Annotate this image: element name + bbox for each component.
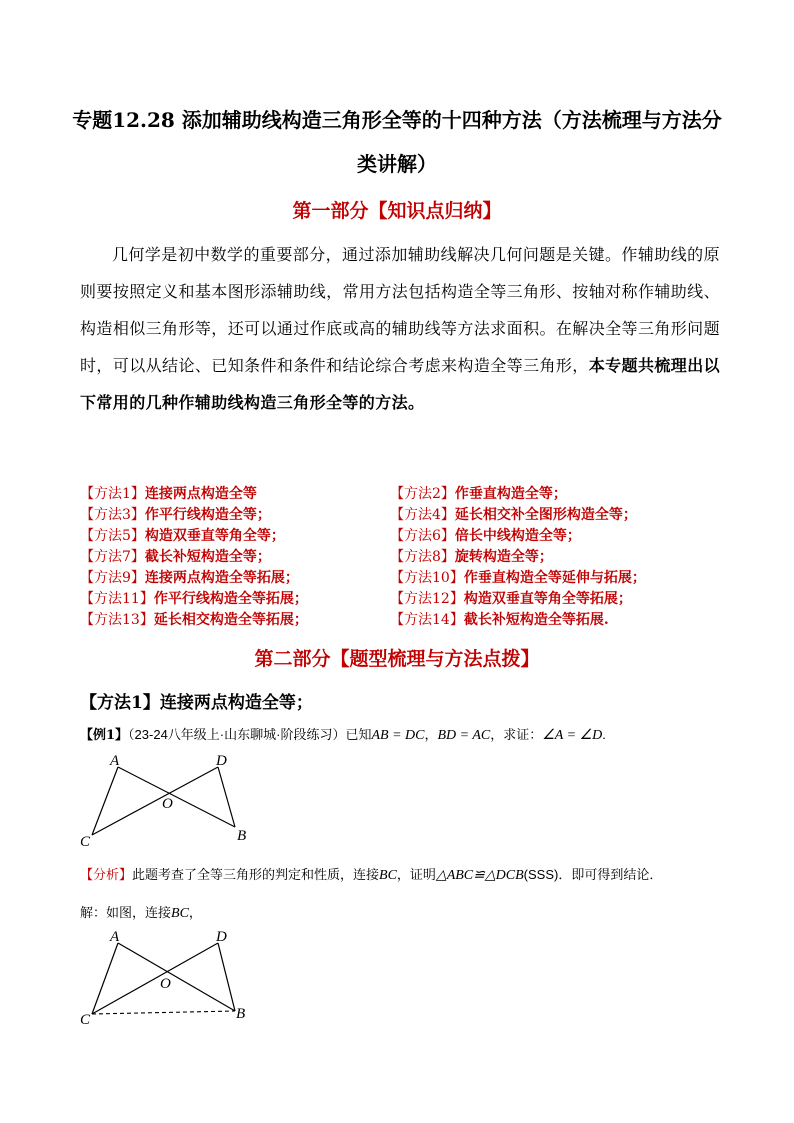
method-item [390,504,700,524]
label-a: A [110,753,120,769]
part2-heading: 第二部分【题型梳理与方法点拨】 [254,648,540,670]
method-text: 截长补短构造全等； [144,548,271,565]
label-d: D [216,753,227,769]
method-tag: 【方法9】 [80,569,145,586]
label-o: O [162,796,173,812]
congruence-statement: △ABC≌△DCB [435,868,524,883]
segment-c-b-dashed [92,1011,235,1014]
segment-a-c [92,767,118,835]
method-item [390,588,700,608]
method-item [80,546,390,566]
intro-paragraph [80,236,720,421]
segment-a-b [118,943,235,1011]
method-tag: 【方法1】 [80,485,145,502]
method-tag: 【方法13】 [80,611,154,628]
methods-row [80,503,720,524]
method-item [390,567,700,587]
methods-row [80,566,720,587]
method-text: 连接两点构造全等拓展； [144,569,299,586]
segment-a-c [92,943,118,1014]
method-item [390,483,700,503]
analysis-text-3: ．即可得到结论． [558,867,663,882]
label-c: C [80,834,91,850]
method-text: 构造双垂直等角全等； [144,527,285,544]
label-b: B [236,1006,246,1022]
separator: ， [424,727,438,742]
segment-d-c [92,767,218,835]
method-tag: 【方法8】 [390,548,455,565]
example-label: 【例1】 [80,728,129,743]
methods-row [80,608,720,629]
segment-d-b [218,943,235,1011]
method-item [80,588,390,608]
methods-row [80,482,720,503]
method-tag: 【方法11】 [80,590,154,607]
method-text: 作平行线构造全等； [144,506,271,523]
method-tag: 【方法4】 [390,506,455,523]
method-text: 作平行线构造全等拓展； [153,590,308,607]
methods-row [80,545,720,566]
method-text: 连接两点构造全等 [144,485,257,502]
method-text: 构造双垂直等角全等拓展； [463,590,632,607]
method-tag: 【方法7】 [80,548,145,565]
methods-row [80,587,720,608]
intro-text: 几何学是初中数学的重要部分，通过添加辅助线解决几何问题是关键。作辅助线的原则要按照定义和基本图形添辅助线，常用方法包括构造全等三角形、按轴对称作辅助线、构造相似三角形等，还可以通过作底或高的辅助线等方法求面积。在解决全等三角形问题时，可以从结论、已知条件和条件和结论综合考虑来构造全等三角形， [80,245,720,375]
method-item [80,609,390,629]
figure-1 [80,750,280,850]
methods-list [80,482,720,629]
solution-end: ， [188,905,202,920]
solution-text: 解：如图，连接 [80,905,172,920]
method-tag: 【方法12】 [390,590,464,607]
method-text: 作垂直构造全等； [454,485,567,502]
method-item [80,567,390,587]
goal-statement: ∠A = ∠D [542,728,603,743]
prove-text: ，求证： [490,727,543,742]
method-text: 作垂直构造全等延伸与拓展； [463,569,646,586]
method-tag: 【方法5】 [80,527,145,544]
method-tag: 【方法14】 [390,611,464,628]
label-b: B [237,828,247,844]
label-o: O [160,976,171,992]
method-text: 倍长中线构造全等； [454,527,581,544]
segment-bc: BC [171,906,189,921]
method-text: 延长相交补全图形构造全等； [454,506,637,523]
condition-2: BD = AC [437,728,491,743]
method-item [390,525,700,545]
example-source: （23-24八年级上·山东聊城·阶段练习）已知 [128,727,372,742]
method-text: 旋转构造全等； [454,548,553,565]
part1-heading: 第一部分【知识点归纳】 [292,200,502,222]
example-end: . [602,727,606,742]
method-item [80,504,390,524]
segment-d-c [92,943,218,1014]
method1-title: 【方法1】连接两点构造全等； [80,693,313,713]
example-1 [80,724,606,744]
analysis [80,864,662,884]
analysis-label: 【分析】 [80,867,133,882]
method-item [80,525,390,545]
intro-bold-text: 本专题共梳理出以下常用的几种作辅助线构造三角形全等的方法。 [80,356,721,412]
method-item [390,609,700,629]
condition-1: AB = DC [371,728,425,743]
label-d: D [216,929,227,945]
segment-bc: BC [379,868,397,883]
label-c: C [80,1012,91,1028]
analysis-text-1: 此题考查了全等三角形的判定和性质，连接 [132,867,380,882]
method-item [390,546,700,566]
methods-row [80,524,720,545]
segment-d-b [218,767,235,827]
method-text: 截长补短构造全等拓展. [463,611,609,628]
page-title: 专题12.28 添加辅助线构造三角形全等的十四种方法（方法梳理与方法分类讲解） [72,108,722,176]
solution [80,902,202,922]
analysis-text-2: ，证明 [396,867,436,882]
method-tag: 【方法6】 [390,527,455,544]
method-tag: 【方法3】 [80,506,145,523]
method-text: 延长相交构造全等拓展； [153,611,308,628]
method-tag: 【方法10】 [390,569,464,586]
label-a: A [110,929,120,945]
sss-criterion: (SSS) [523,867,559,882]
method-tag: 【方法2】 [390,485,455,502]
method-item [80,483,390,503]
segment-a-b [118,767,235,827]
figure-2 [80,926,280,1028]
